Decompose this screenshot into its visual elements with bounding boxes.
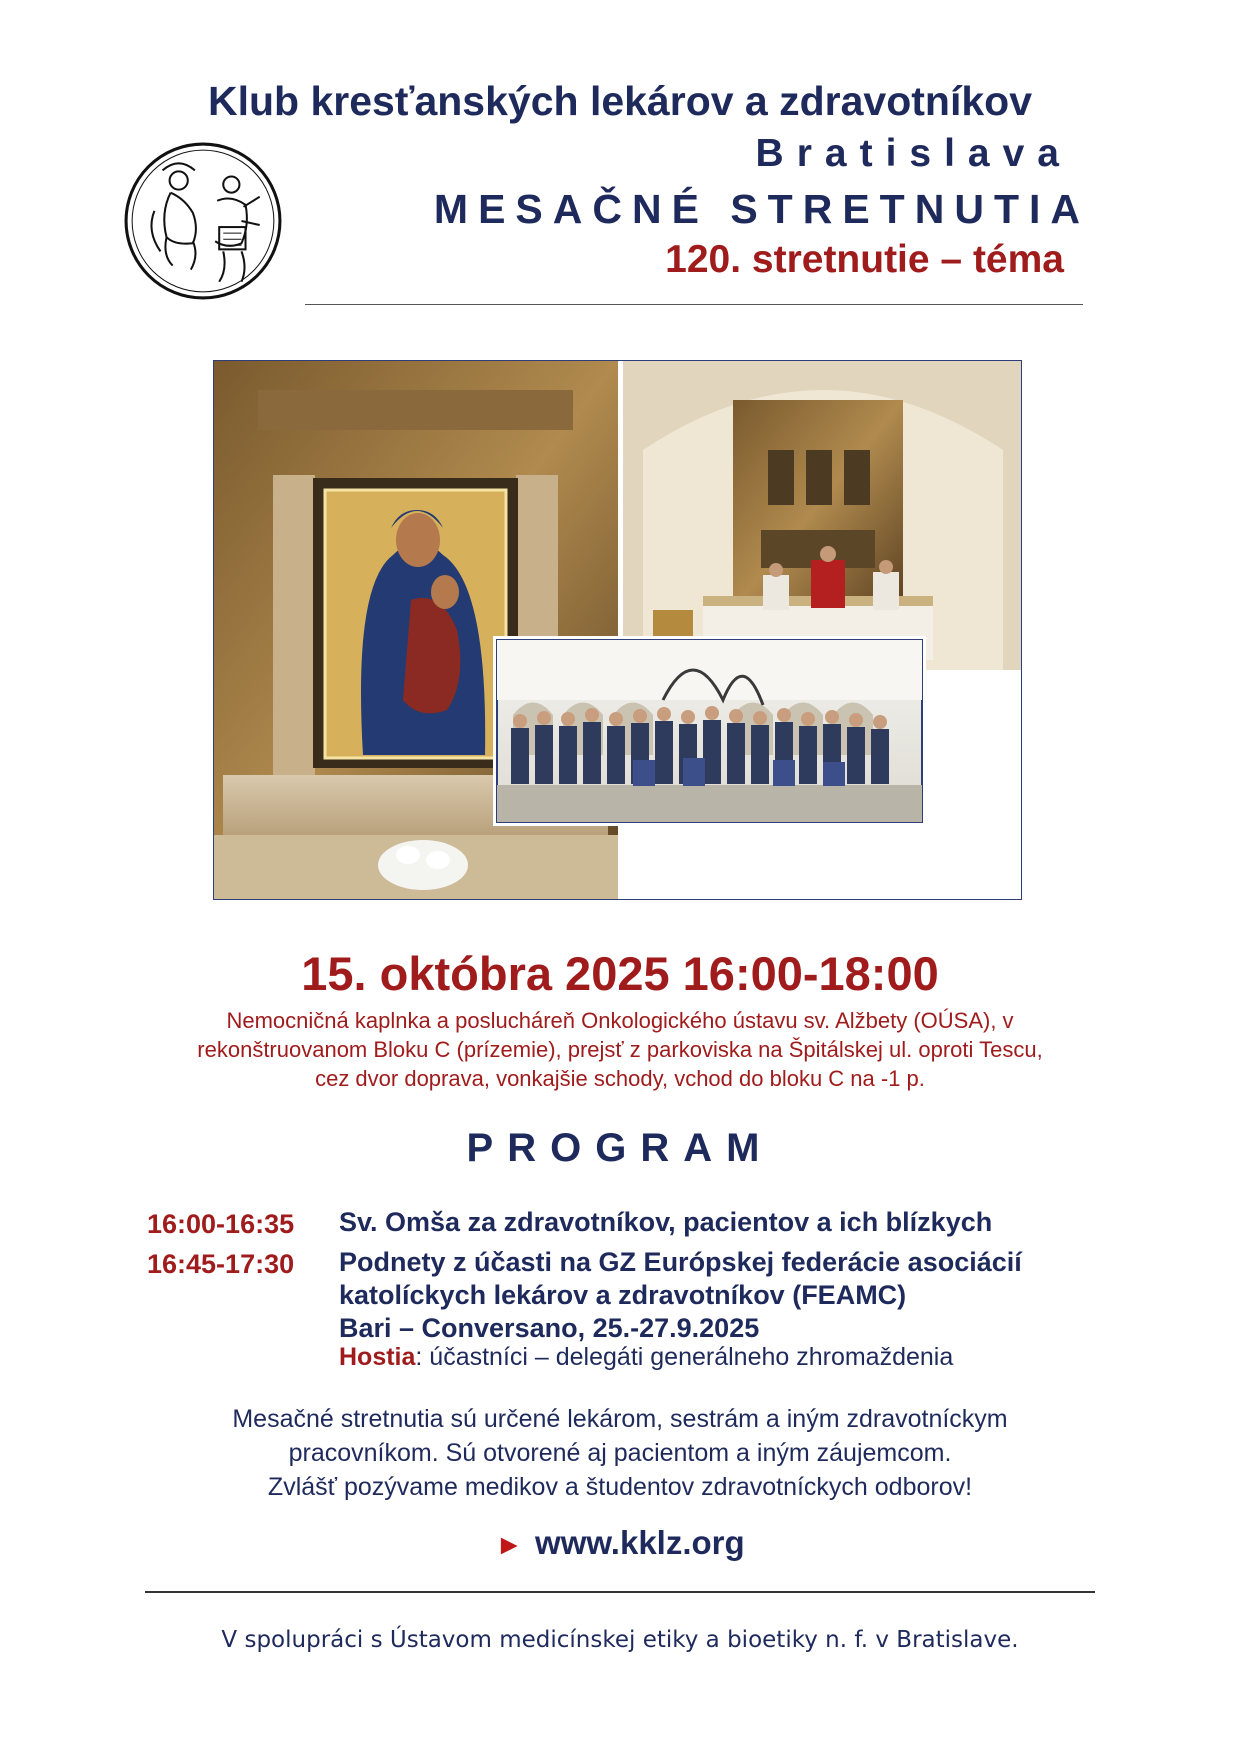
event-venue <box>150 1006 1090 1093</box>
program-item-line: Podnety z účasti na GZ Európskej federácie asociácií <box>339 1247 1022 1277</box>
guests-label: Hostia <box>339 1343 416 1371</box>
city-name: Bratislava <box>755 132 1072 175</box>
group-photo <box>493 636 926 826</box>
program-title: PROGRAM <box>466 1126 774 1170</box>
play-arrow-icon: ► <box>495 1529 524 1560</box>
footer-divider <box>145 1591 1095 1593</box>
club-name: Klub kresťanských lekárov a zdravotníkov <box>207 78 1033 124</box>
program-item-line: katolíckych lekárov a zdravotníkov (FEAMC) <box>339 1280 907 1310</box>
club-seal-logo <box>122 140 284 302</box>
program-item-line: Bari – Conversano, 25.-27.9.2025 <box>339 1313 760 1343</box>
series-title: MESAČNÉ STRETNUTIA <box>433 186 1090 232</box>
venue-line: Nemocničná kaplnka a poslucháreň Onkologického ústavu sv. Alžbety (OÚSA), v <box>226 1008 1014 1033</box>
note-line: Zvlášť pozývame medikov a študentov zdravotníckych odborov! <box>267 1473 973 1501</box>
program-item-text: Sv. Omša za zdravotníkov, pacientov a ich blízkych <box>339 1207 993 1237</box>
website <box>0 1524 1240 1562</box>
header-divider <box>305 304 1083 305</box>
meeting-number: 120. stretnutie – téma <box>665 238 1064 281</box>
altar-mass-photo <box>623 360 1022 670</box>
website-link[interactable]: www.kklz.org <box>535 1524 745 1561</box>
program-time: 16:00-16:35 <box>147 1209 295 1239</box>
guests-text: : účastníci – delegáti generálneho zhromaždenia <box>415 1343 954 1371</box>
venue-line: cez dvor doprava, vonkajšie schody, vchod do bloku C na -1 p. <box>315 1066 925 1091</box>
note-line: pracovníkom. Sú otvorené aj pacientom a iným záujemcom. <box>288 1439 952 1467</box>
note-line: Mesačné stretnutia sú určené lekárom, sestrám a iným zdravotníckym <box>232 1405 1008 1433</box>
program-item-text <box>339 1246 1022 1345</box>
footer-cooperation: V spolupráci s Ústavom medicínskej etiky a bioetiky n. f. v Bratislave. <box>221 1627 1019 1653</box>
program-guests <box>339 1343 953 1372</box>
venue-line: rekonštruovanom Bloku C (prízemie), prejsť z parkoviska na Špitálskej ul. oproti Tescu, <box>197 1037 1043 1062</box>
photo-collage <box>213 360 1022 900</box>
event-date-time: 15. októbra 2025 16:00-18:00 <box>301 947 939 1000</box>
invitation-note <box>150 1402 1090 1504</box>
program-time: 16:45-17:30 <box>147 1249 295 1279</box>
